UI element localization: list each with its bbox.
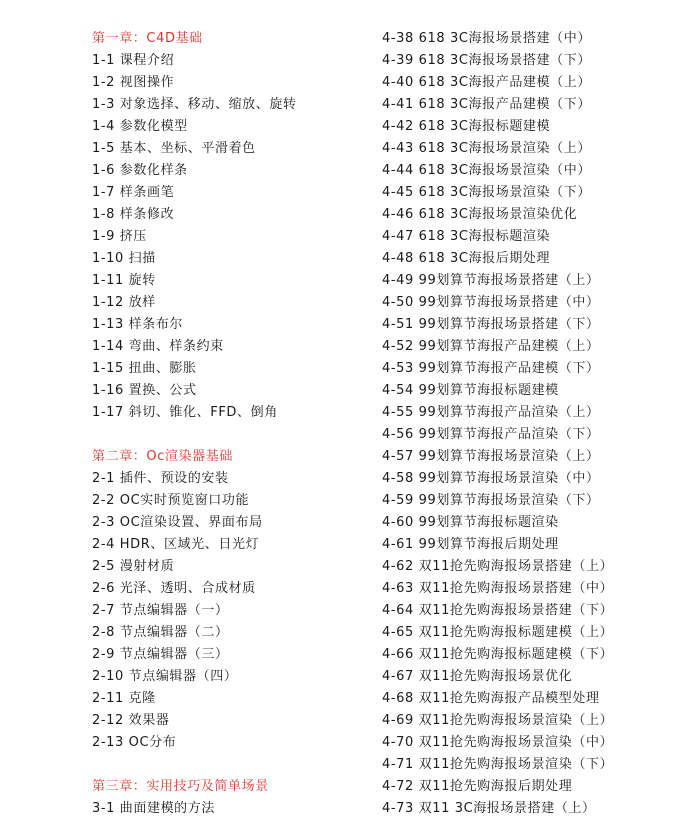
lesson-item: 1-11 旋转 — [92, 273, 156, 288]
lesson-item: 4-53 99划算节海报产品建模（下） — [382, 361, 600, 376]
lesson-item: 4-50 99划算节海报场景搭建（中） — [382, 295, 600, 310]
lesson-item: 2-12 效果器 — [92, 713, 170, 728]
lesson-item: 4-58 99划算节海报场景渲染（中） — [382, 471, 600, 486]
lesson-item: 1-8 样条修改 — [92, 207, 175, 222]
lesson-item: 1-7 样条画笔 — [92, 185, 175, 200]
lesson-item: 4-45 618 3C海报场景渲染（下） — [382, 185, 591, 200]
lesson-item: 4-73 双11 3C海报场景搭建（上） — [382, 801, 596, 816]
lesson-item: 4-46 618 3C海报场景渲染优化 — [382, 207, 578, 222]
lesson-item: 4-40 618 3C海报产品建模（上） — [382, 75, 591, 90]
lesson-item: 4-51 99划算节海报场景搭建（下） — [382, 317, 600, 332]
lesson-item: 4-63 双11抢先购海报场景搭建（中） — [382, 581, 614, 596]
lesson-item: 2-13 OC分布 — [92, 735, 177, 750]
lesson-item: 4-69 双11抢先购海报场景渲染（上） — [382, 713, 614, 728]
lesson-item: 4-57 99划算节海报场景渲染（上） — [382, 449, 600, 464]
lesson-item: 1-5 基本、坐标、平滑着色 — [92, 141, 256, 156]
lesson-item: 4-72 双11抢先购海报后期处理 — [382, 779, 573, 794]
lesson-item: 2-10 节点编辑器（四） — [92, 669, 238, 684]
lesson-item: 1-4 参数化模型 — [92, 119, 188, 134]
lesson-item: 2-4 HDR、区域光、日光灯 — [92, 537, 260, 552]
chapter-heading: 第二章：Oc渲染器基础 — [92, 449, 233, 464]
lesson-item: 4-47 618 3C海报标题渲染 — [382, 229, 551, 244]
lesson-item: 1-1 课程介绍 — [92, 53, 175, 68]
lesson-item: 4-52 99划算节海报产品建模（上） — [382, 339, 600, 354]
lesson-item: 4-64 双11抢先购海报场景搭建（下） — [382, 603, 614, 618]
lesson-item: 3-1 曲面建模的方法 — [92, 801, 215, 816]
lesson-item: 2-11 克隆 — [92, 691, 156, 706]
lesson-item: 2-6 光泽、透明、合成材质 — [92, 581, 256, 596]
lesson-item: 4-39 618 3C海报场景搭建（下） — [382, 53, 591, 68]
lesson-item: 1-17 斜切、锥化、FFD、倒角 — [92, 405, 278, 420]
lesson-item: 2-5 漫射材质 — [92, 559, 175, 574]
lesson-item: 4-65 双11抢先购海报标题建模（上） — [382, 625, 614, 640]
lesson-item: 2-3 OC渲染设置、界面布局 — [92, 515, 263, 530]
spacer — [92, 754, 372, 776]
lesson-item: 4-41 618 3C海报产品建模（下） — [382, 97, 591, 112]
lesson-item: 1-15 扭曲、膨胀 — [92, 361, 197, 376]
lesson-item: 1-2 视图操作 — [92, 75, 175, 90]
lesson-item: 4-59 99划算节海报场景渲染（下） — [382, 493, 600, 508]
lesson-item: 1-12 放样 — [92, 295, 156, 310]
lesson-item: 4-54 99划算节海报标题建模 — [382, 383, 559, 398]
chapter-heading: 第三章：实用技巧及简单场景 — [92, 779, 269, 794]
lesson-item: 4-66 双11抢先购海报标题建模（下） — [382, 647, 614, 662]
lesson-item: 4-71 双11抢先购海报场景渲染（下） — [382, 757, 614, 772]
lesson-item: 4-67 双11抢先购海报场景优化 — [382, 669, 573, 684]
lesson-item: 1-16 置换、公式 — [92, 383, 197, 398]
lesson-item: 1-6 参数化样条 — [92, 163, 188, 178]
lesson-item: 2-9 节点编辑器（三） — [92, 647, 229, 662]
lesson-item: 4-70 双11抢先购海报场景渲染（中） — [382, 735, 614, 750]
right-column-list — [382, 28, 682, 820]
lesson-item: 4-42 618 3C海报标题建模 — [382, 119, 551, 134]
lesson-item: 4-38 618 3C海报场景搭建（中） — [382, 31, 591, 46]
lesson-item: 4-44 618 3C海报场景渲染（中） — [382, 163, 591, 178]
lesson-item: 1-10 扫描 — [92, 251, 156, 266]
lesson-item: 4-48 618 3C海报后期处理 — [382, 251, 551, 266]
lesson-item: 4-55 99划算节海报产品渲染（上） — [382, 405, 600, 420]
lesson-item: 4-43 618 3C海报场景渲染（上） — [382, 141, 591, 156]
lesson-item: 4-56 99划算节海报产品渲染（下） — [382, 427, 600, 442]
lesson-item: 4-62 双11抢先购海报场景搭建（上） — [382, 559, 614, 574]
lesson-item: 2-1 插件、预设的安装 — [92, 471, 229, 486]
lesson-item: 4-68 双11抢先购海报产品模型处理 — [382, 691, 600, 706]
left-column-list — [92, 28, 372, 820]
lesson-item: 4-49 99划算节海报场景搭建（上） — [382, 273, 600, 288]
spacer — [92, 424, 372, 446]
lesson-item: 2-8 节点编辑器（二） — [92, 625, 229, 640]
chapter-heading: 第一章：C4D基础 — [92, 31, 203, 46]
lesson-item: 1-13 样条布尔 — [92, 317, 184, 332]
lesson-item: 1-14 弯曲、样条约束 — [92, 339, 224, 354]
lesson-item: 4-60 99划算节海报标题渲染 — [382, 515, 559, 530]
lesson-item: 1-9 挤压 — [92, 229, 147, 244]
lesson-item: 1-3 对象选择、移动、缩放、旋转 — [92, 97, 297, 112]
lesson-item: 2-7 节点编辑器（一） — [92, 603, 229, 618]
lesson-item: 4-61 99划算节海报后期处理 — [382, 537, 559, 552]
lesson-item: 2-2 OC实时预览窗口功能 — [92, 493, 250, 508]
